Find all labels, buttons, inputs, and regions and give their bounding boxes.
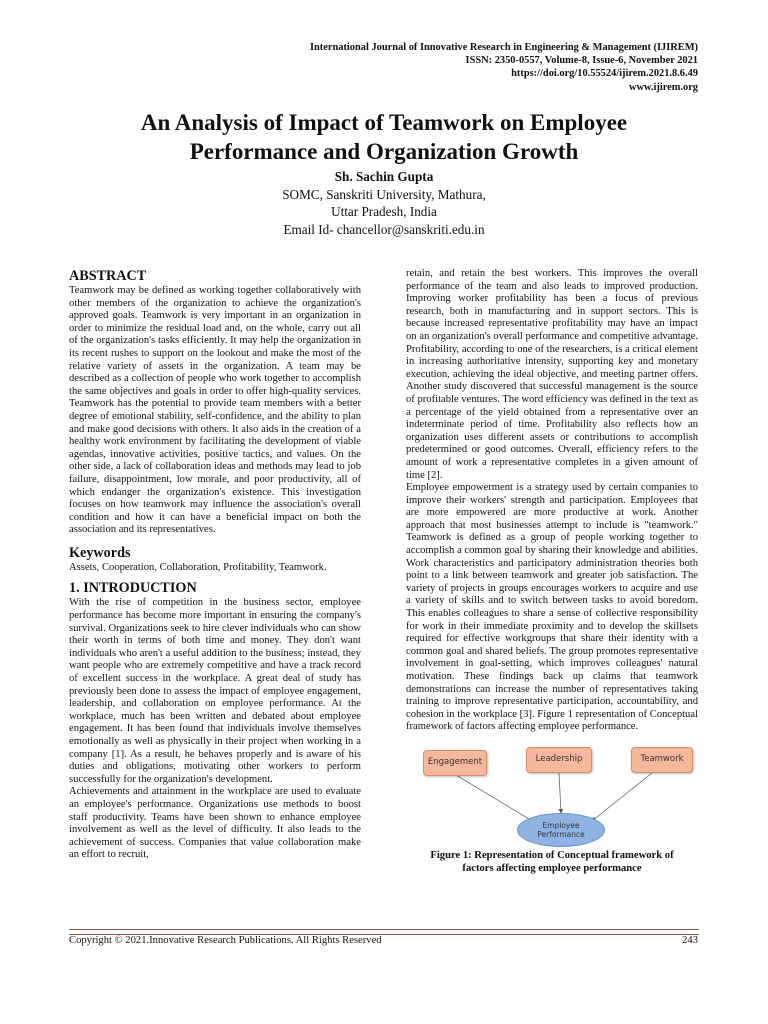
paper-title (40, 108, 728, 166)
teamwork-box: Teamwork (631, 747, 693, 773)
title-line-1: An Analysis of Impact of Teamwork on Employee (140, 110, 628, 135)
author-email: Email Id- chancellor@sanskriti.edu.in (283, 221, 485, 237)
footer-copyright: Copyright © 2021.Innovative Research Publications. All Rights Reserved (69, 935, 382, 946)
journal-doi[interactable]: https://doi.org/10.55524/ijirem.2021.8.6.49 (511, 68, 698, 80)
conceptual-framework-figure (406, 742, 698, 847)
page-number: 243 (682, 935, 698, 946)
keywords-heading: Keywords (69, 544, 131, 561)
ellipse-line-2: Performance (537, 829, 585, 839)
arrow-teamwork (592, 773, 652, 821)
arrow-engagement (456, 775, 534, 822)
journal-name: International Journal of Innovative Research in Engineering & Management (IJIREM) (309, 42, 698, 53)
caption-line-1: Figure 1: Representation of Conceptual framework of (430, 849, 674, 861)
intro-paragraph-3: retain, and retain the best workers. This improves the overall performance of the team and also leads to improved production. Improving worker profitability has been a focus of previous research, both in manufacturing and in support sectors. This is because increased representative profitability may have an impact on an organization's overall performance and competitive advantage. Profitability, according to one of the researchers, is a critical element in increasing authoritative intensity, supporting key and monetary execution, achieving the ideal objective, and meeting partner offers. Another study discovered that successful management is the source of profitable ventures. The word efficiency was defined in the text as a percentage of the yield obtained from a representative over an indeterminate period of time. Profitability also reflects how an organization uses different assets or contributions to accomplish predetermined or good outcomes. Overall, efficiency refers to the amount of work a representative completes in a given amount of time [2]. (406, 268, 699, 481)
employee-performance-ellipse (517, 813, 605, 847)
journal-issn: ISSN: 2350-0557, Volume-8, Issue-6, November 2021 (465, 55, 698, 67)
author-name: Sh. Sachin Gupta (334, 169, 434, 184)
abstract-text: Teamwork may be defined as working together collaboratively with other members of the organization to achieve the organization's approved goals. Teamwork is very important in an organization in order to minimize the residual load and, on the whole, carry out all of the organization's tasks efficiently. It may help the organization in its recent rushes to support on the lookout and make the most of the relative variety of assets in the organization. A team may be described as a collection of people who work together to accomplish the same objectives and goals in order to offer high-quality services. Teamwork has the potential to provide team members with a better degree of emotional stability, self-confidence, and the ability to plan and make good decisions with others. It also aids in the creation of a healthy work environment by facilitating the development of viable agendas, innovative activities, positive tactics, and values. On the other side, a lack of collaboration ideas and methods may lead to job failure, disappointment, low morale, and poor productivity, all of which endanger the organization's existence. This investigation focuses on how teamwork may influence the association's overall condition and how it can have a beneficial impact on both the association and its representatives. (69, 285, 361, 536)
caption-line-2: factors affecting employee performance (462, 862, 642, 874)
right-column (406, 268, 698, 876)
left-column (69, 268, 361, 862)
intro-paragraph-2: Achievements and attainment in the workplace are used to evaluate an employee's performance. Organizations use methods to boost staff productivity. Teams have been shown to enhance employee involvement as well as the level of difficulty. It also leads to the achievement of success. Companies that value collaboration make an effort to recruit, (69, 786, 361, 861)
arrow-leadership (559, 773, 561, 813)
figure-caption (406, 850, 698, 876)
intro-paragraph-4: Employee empowerment is a strategy used by certain companies to improve their workers' strength and participation. Employees that are more empowered are more productive at work. Another approach that most businesses attempt to include is "teamwork." Teamwork is defined as a group of people working together to accomplish a common goal by sharing their knowledge and abilities. Work characteristics and participatory administration theories both point to a link between teamwork and greater job satisfaction. The variety of projects in groups encourages workers to acquire and use a variety of skills and to switch between tasks to avoid boredom. This enables colleagues to share a sense of collective responsibility for work in their immediate proximity and to develop the skillsets required for effective workgroups that share their identity with a common goal and shared beliefs. The group promotes representative involvement in goal-setting, which improves colleagues' natural motivation. These findings back up claims that teamwork demonstrations can increase the number of representatives taking training to improve representative participation, accountability, and cohesion in the workplace [3]. Figure 1 representation of Conceptual framework of factors affecting employee performance. (406, 482, 698, 733)
journal-header (98, 41, 698, 94)
author-block (84, 168, 684, 238)
ellipse-line-1: Employee (542, 820, 580, 830)
affiliation-line-1: SOMC, Sanskriti University, Mathura, (282, 186, 486, 202)
title-line-2: Performance and Organization Growth (189, 139, 579, 164)
intro-paragraph-1: With the rise of competition in the business sector, employee performance has become more important in ensuring the company's survival. Organizations seek to hire clever individuals who can show their worth in terms of both time and money. They don't want individuals who aren't a useful addition to the business; instead, they want people who are extremely competitive and have a track record of excellent success in the workplace. A great deal of study has previously been done to assess the impact of employee engagement, leadership, and collaboration on employee performance. At the workplace, much has been written and debated about employee engagement. It has been found that individuals involve themselves emotionally as well as physically in their project when working in a company [1]. As a result, he behaves properly and is aware of his duties and obligations, motivating other workers to perform successfully for the organization's development. (69, 597, 361, 785)
affiliation-line-2: Uttar Pradesh, India (331, 204, 437, 219)
abstract-heading: ABSTRACT (69, 268, 147, 284)
keywords-text: Assets, Cooperation, Collaboration, Profitability, Teamwork. (69, 561, 327, 573)
introduction-heading: 1. INTRODUCTION (69, 580, 197, 597)
leadership-box: Leadership (526, 747, 592, 773)
journal-website[interactable]: www.ijirem.org (628, 81, 698, 93)
engagement-box: Engagement (423, 750, 487, 776)
